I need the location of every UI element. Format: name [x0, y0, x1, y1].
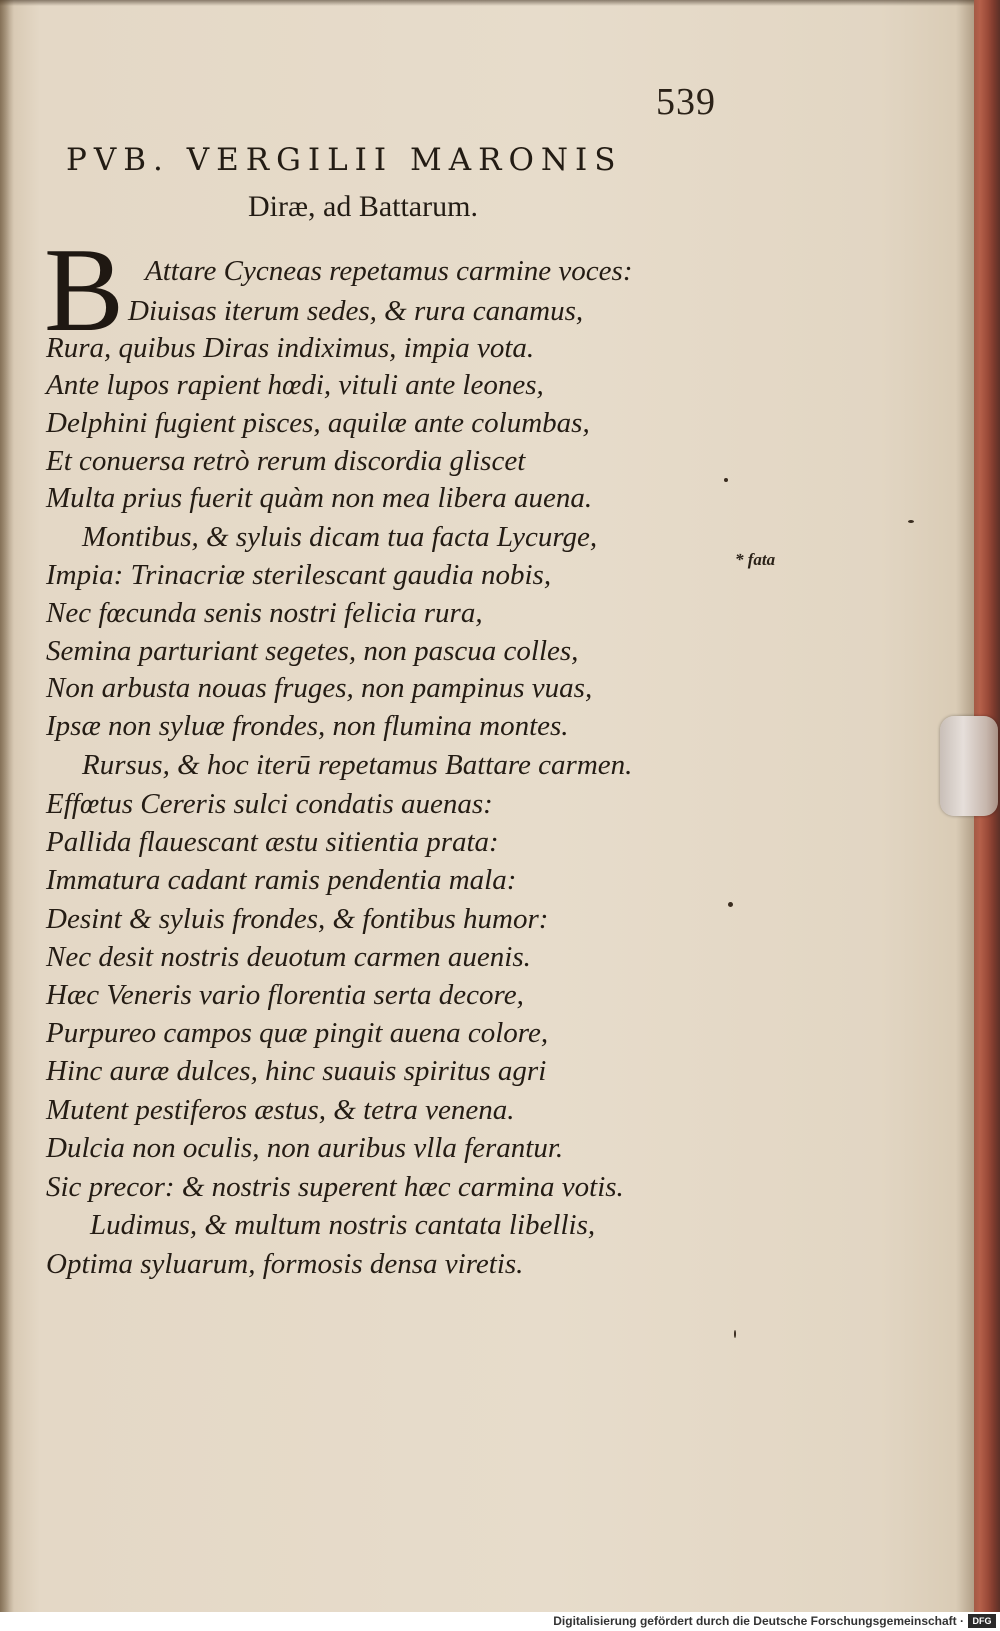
verse-line: Ludimus, & multum nostris cantata libellis,	[90, 1209, 596, 1241]
verse-line: Immatura cadant ramis pendentia mala:	[46, 864, 517, 896]
verse-line: Ipsæ non syluæ frondes, non flumina montes.	[46, 710, 569, 742]
ink-speck	[734, 1330, 736, 1338]
verse-line: Semina parturiant segetes, non pascua colles,	[46, 635, 579, 667]
verse-line: Multa prius fuerit quàm non mea libera auena.	[46, 482, 593, 514]
ink-speck	[728, 902, 733, 907]
verse-line: Rura, quibus Diras indiximus, impia vota.	[46, 332, 535, 364]
funding-credit: Digitalisierung gefördert durch die Deutsche Forschungsgemeinschaft ·	[553, 1614, 964, 1628]
verse-line: Non arbusta nouas fruges, non pampinus vuas,	[46, 672, 593, 704]
page-title: PVB. VERGILII MARONIS	[66, 142, 623, 178]
ink-speck	[908, 520, 914, 523]
verse-line: Montibus, & syluis dicam tua facta Lycurge,	[82, 521, 598, 553]
verse-line: Optima syluarum, formosis densa viretis.	[46, 1248, 524, 1280]
ink-speck	[724, 478, 728, 482]
verse-line: Rursus, & hoc iterū repetamus Battare carmen.	[82, 749, 633, 781]
verse-line: Diuisas iterum sedes, & rura canamus,	[128, 295, 584, 327]
verse-line: Hæc Veneris vario florentia serta decore,	[46, 979, 524, 1011]
margin-note: * fata	[735, 550, 776, 569]
verse-line: Mutent pestiferos æstus, & tetra venena.	[46, 1094, 515, 1126]
verse-line: Sic precor: & nostris superent hæc carmina votis.	[46, 1171, 624, 1203]
verse-line: Desint & syluis frondes, & fontibus humor:	[46, 903, 549, 935]
page-number: 539	[656, 81, 716, 123]
verse-line: Ante lupos rapient hœdi, vituli ante leones,	[46, 369, 544, 401]
verse-line: Purpureo campos quæ pingit auena colore,	[46, 1017, 549, 1049]
verse-line: Et conuersa retrò rerum discordia gliscet	[46, 445, 526, 477]
digitization-footer	[0, 1612, 1000, 1631]
verse-line: Delphini fugient pisces, aquilæ ante columbas,	[46, 407, 590, 439]
drop-cap: B	[44, 223, 125, 356]
verse-line: Nec fœcunda senis nostri felicia rura,	[46, 597, 483, 629]
verse-line: Pallida flauescant æstu sitientia prata:	[46, 826, 499, 858]
verse-line: Effœtus Cereris sulci condatis auenas:	[46, 788, 493, 820]
verse-line: Nec desit nostris deuotum carmen auenis.	[46, 941, 531, 973]
verse-line: Dulcia non oculis, non auribus vlla ferantur.	[46, 1132, 564, 1164]
verse-line: Hinc auræ dulces, hinc suauis spiritus agri	[46, 1055, 547, 1087]
verse-line: Attare Cycneas repetamus carmine voces:	[145, 255, 633, 287]
dfg-logo: DFG	[968, 1614, 996, 1628]
page-subtitle: Diræ, ad Battarum.	[248, 190, 478, 223]
verse-line: Impia: Trinacriæ sterilescant gaudia nobis,	[46, 559, 552, 591]
